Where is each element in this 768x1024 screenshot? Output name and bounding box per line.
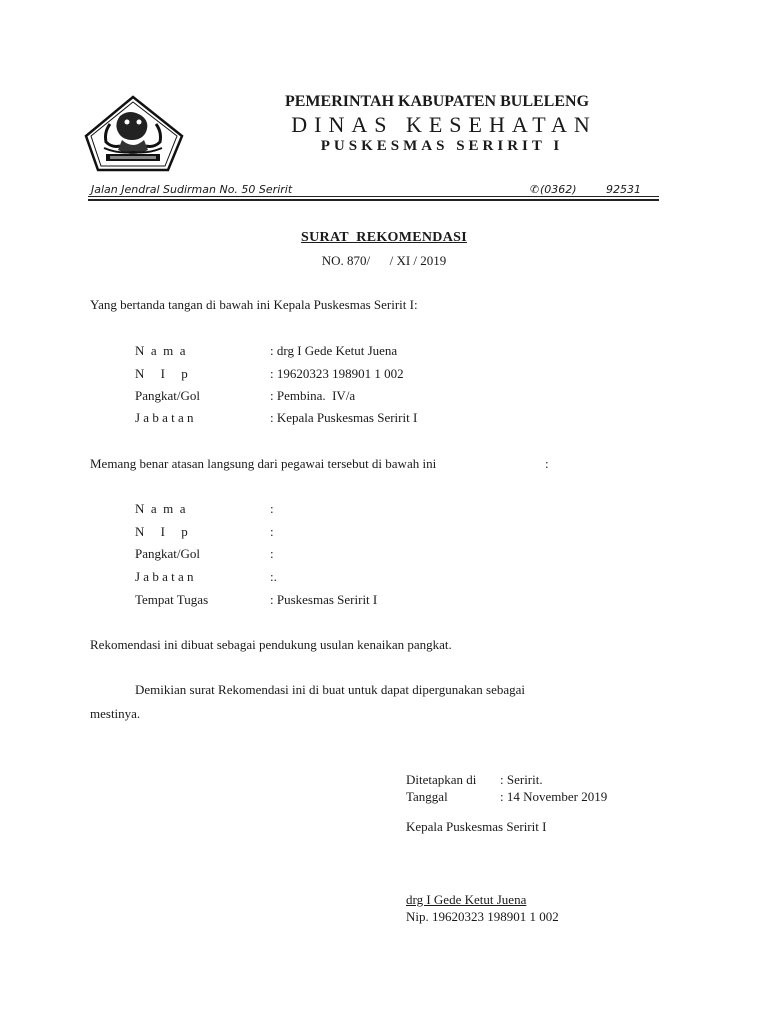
- letter-title: SURAT REKOMENDASI: [301, 230, 467, 245]
- signature-place-label: Ditetapkan di: [406, 772, 477, 787]
- signature-nip: Nip. 19620323 198901 1 002: [406, 909, 559, 924]
- letterhead-postal-code: 92531: [606, 183, 641, 196]
- letterhead-divider-thick: [88, 199, 659, 201]
- signer-pangkat-label: Pangkat/Gol: [135, 388, 200, 403]
- employee-pangkat-label: Pangkat/Gol: [135, 546, 200, 561]
- signature-place-value: : Seririt.: [500, 772, 543, 787]
- signer-jabatan-label: J a b a t a n: [135, 410, 194, 425]
- letterhead-address: Jalan Jendral Sudirman No. 50 Seririt: [91, 183, 293, 196]
- statement-colon: :: [545, 456, 549, 471]
- phone-icon: ✆: [530, 183, 540, 196]
- employee-jabatan-label: J a b a t a n: [135, 569, 194, 584]
- letterhead-divider-thin: [88, 196, 659, 197]
- letterhead-department: DINAS KESEHATAN: [291, 112, 597, 137]
- letterhead-unit: PUSKESMAS SERIRIT I: [320, 138, 564, 154]
- signer-jabatan-value: : Kepala Puskesmas Seririt I: [270, 410, 418, 425]
- employee-tempat-value: : Puskesmas Seririt I: [270, 592, 378, 607]
- signer-pangkat-value: : Pembina. IV/a: [270, 388, 356, 403]
- employee-nama-value: :: [270, 501, 274, 516]
- signer-nama-label: N a m a: [135, 343, 186, 358]
- employee-nip-value: :: [270, 524, 274, 539]
- employee-pangkat-value: :: [270, 546, 274, 561]
- employee-jabatan-value: :.: [270, 569, 277, 584]
- letterhead-phone: (0362): [540, 183, 577, 196]
- signer-nip-label: N I p: [135, 366, 188, 381]
- closing-line-2: mestinya.: [90, 706, 141, 721]
- employee-tempat-label: Tempat Tugas: [135, 592, 209, 607]
- letterhead-government: PEMERINTAH KABUPATEN BULELENG: [284, 93, 590, 110]
- signature-date-label: Tanggal: [406, 789, 448, 804]
- signature-name: drg I Gede Ketut Juena: [406, 892, 527, 907]
- purpose-text: Rekomendasi ini dibuat sebagai pendukung usulan kenaikan pangkat.: [90, 637, 452, 652]
- signature-date-value: : 14 November 2019: [500, 789, 608, 804]
- letter-number: NO. 870/ / XI / 2019: [321, 253, 447, 268]
- intro-text: Yang bertanda tangan di bawah ini Kepala Puskesmas Seririt I:: [90, 297, 418, 312]
- employee-nama-label: N a m a: [135, 501, 186, 516]
- employee-nip-label: N I p: [135, 524, 188, 539]
- signature-position: Kepala Puskesmas Seririt I: [406, 819, 547, 834]
- statement-text: Memang benar atasan langsung dari pegawai tersebut di bawah ini: [90, 456, 437, 471]
- signer-nama-value: : drg I Gede Ketut Juena: [270, 343, 398, 358]
- closing-line-1: Demikian surat Rekomendasi ini di buat untuk dapat dipergunakan sebagai: [135, 682, 526, 697]
- signer-nip-value: : 19620323 198901 1 002: [270, 366, 404, 381]
